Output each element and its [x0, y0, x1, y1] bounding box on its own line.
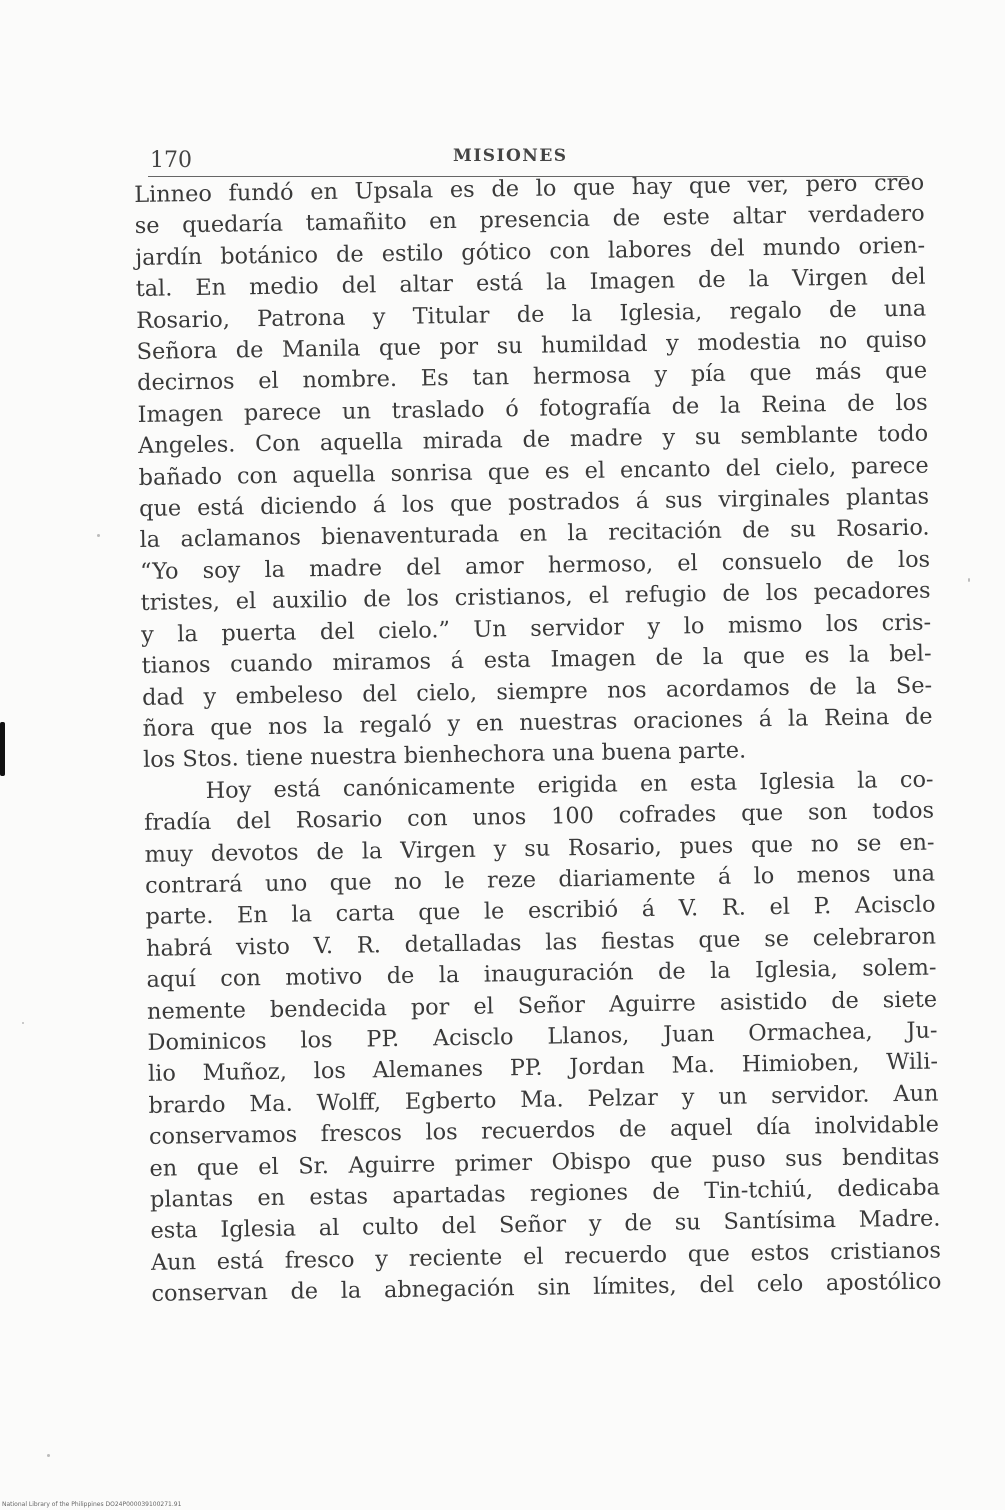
- text-line: se quedaría tamañito en presencia de este altar verdadero: [134, 200, 925, 240]
- body-text: [134, 168, 942, 1311]
- text-line: que está diciendo á los que postrados á sus virginales plantas: [138, 483, 930, 523]
- speck: [47, 1454, 50, 1457]
- text-line: y la puerta del cielo.” Un servidor y lo mismo los cris-: [140, 609, 932, 648]
- text-line: contrará uno que no le reze diariamente á lo menos una: [144, 860, 936, 899]
- text-line: esta Iglesia al culto del Señor y de su Santísima Madre.: [150, 1205, 941, 1245]
- speck: [968, 578, 970, 582]
- text-line: Dominicos los PP. Acisclo Llanos, Juan Ormachea, Ju-: [147, 1017, 938, 1056]
- text-line: Linneo fundó en Upsala es de lo que hay que ver, pero creo: [134, 169, 925, 208]
- text-line: los Stos. tiene nuestra bienhechora una buena parte.: [142, 737, 747, 774]
- text-line: bañado con aquella sonrisa que es el encanto del cielo, parece: [138, 452, 929, 491]
- text-line: Hoy está canónicamente erigida en esta Iglesia la co-: [205, 766, 934, 804]
- text-line: Imagen parece un traslado ó fotografía de la Reina de los: [137, 389, 928, 428]
- footer-credit: National Library of the Philippines DO24P000039100271.91: [2, 1501, 182, 1508]
- running-head: MISIONES: [453, 146, 568, 166]
- text-line: parte. En la carta que le escribió á V. R. el P. Acisclo: [145, 891, 936, 931]
- text-line: decirnos el nombre. Es tan hermosa y pía que más que: [136, 358, 928, 397]
- text-line: Señora de Manila que por su humildad y modestia no quiso: [136, 326, 927, 366]
- binding-shadow: [0, 722, 5, 776]
- text-line: aquí con motivo de la inauguración de la Iglesia, solem-: [146, 954, 937, 994]
- speck: [97, 534, 100, 537]
- text-line: jardín botánico de estilo gótico con labores del mundo orien-: [135, 232, 926, 271]
- text-line: la aclamanos bienaventurada en la recitación de su Rosario.: [139, 515, 930, 554]
- text-line: plantas en estas apartadas regiones de Tin-tchiú, dedicaba: [149, 1174, 941, 1213]
- text-line: tristes, el auxilio de los cristianos, el refugio de los pecadores: [140, 577, 931, 617]
- text-line: ñora que nos la regaló y en nuestras oraciones á la Reina de: [142, 703, 933, 742]
- text-line: fradía del Rosario con unos 100 cofrades que son todos: [143, 797, 935, 837]
- text-line: dad y embeleso del cielo, siempre nos acordamos de la Se-: [141, 672, 933, 711]
- speck: [22, 1022, 24, 1024]
- text-line: en que el Sr. Aguirre primer Obispo que puso sus benditas: [149, 1143, 940, 1182]
- text-line: Angeles. Con aquella mirada de madre y su semblante todo: [137, 420, 929, 460]
- text-line: Rosario, Patrona y Titular de la Iglesia, regalo de una: [136, 295, 927, 334]
- text-line: tianos cuando miramos á esta Imagen de la que es la bel-: [141, 640, 932, 680]
- text-line: brardo Ma. Wolff, Egberto Ma. Pelzar y un servidor. Aun: [148, 1080, 939, 1119]
- text-line: lio Muñoz, los Alemanes PP. Jordan Ma. Himioben, Wili-: [147, 1048, 939, 1088]
- text-line: nemente bendecida por el Señor Aguirre asistido de siete: [146, 986, 938, 1025]
- text-line: habrá visto V. R. detalladas las fiestas que se celebraron: [145, 923, 937, 962]
- text-line: Aun está fresco y reciente el recuerdo que estos cristianos: [150, 1237, 942, 1276]
- text-line: muy devotos de la Virgen y su Rosario, pues que no se en-: [144, 829, 935, 868]
- text-line: tal. En medio del altar está la Imagen de la Virgen del: [135, 263, 926, 303]
- page-number: 170: [150, 148, 192, 173]
- text-line: “Yo soy la madre del amor hermoso, el consuelo de los: [139, 546, 931, 585]
- text-line: conservamos frescos los recuerdos de aquel día inolvidable: [148, 1111, 940, 1151]
- text-line: conservan de la abnegación sin límites, del celo apostólico: [151, 1268, 942, 1308]
